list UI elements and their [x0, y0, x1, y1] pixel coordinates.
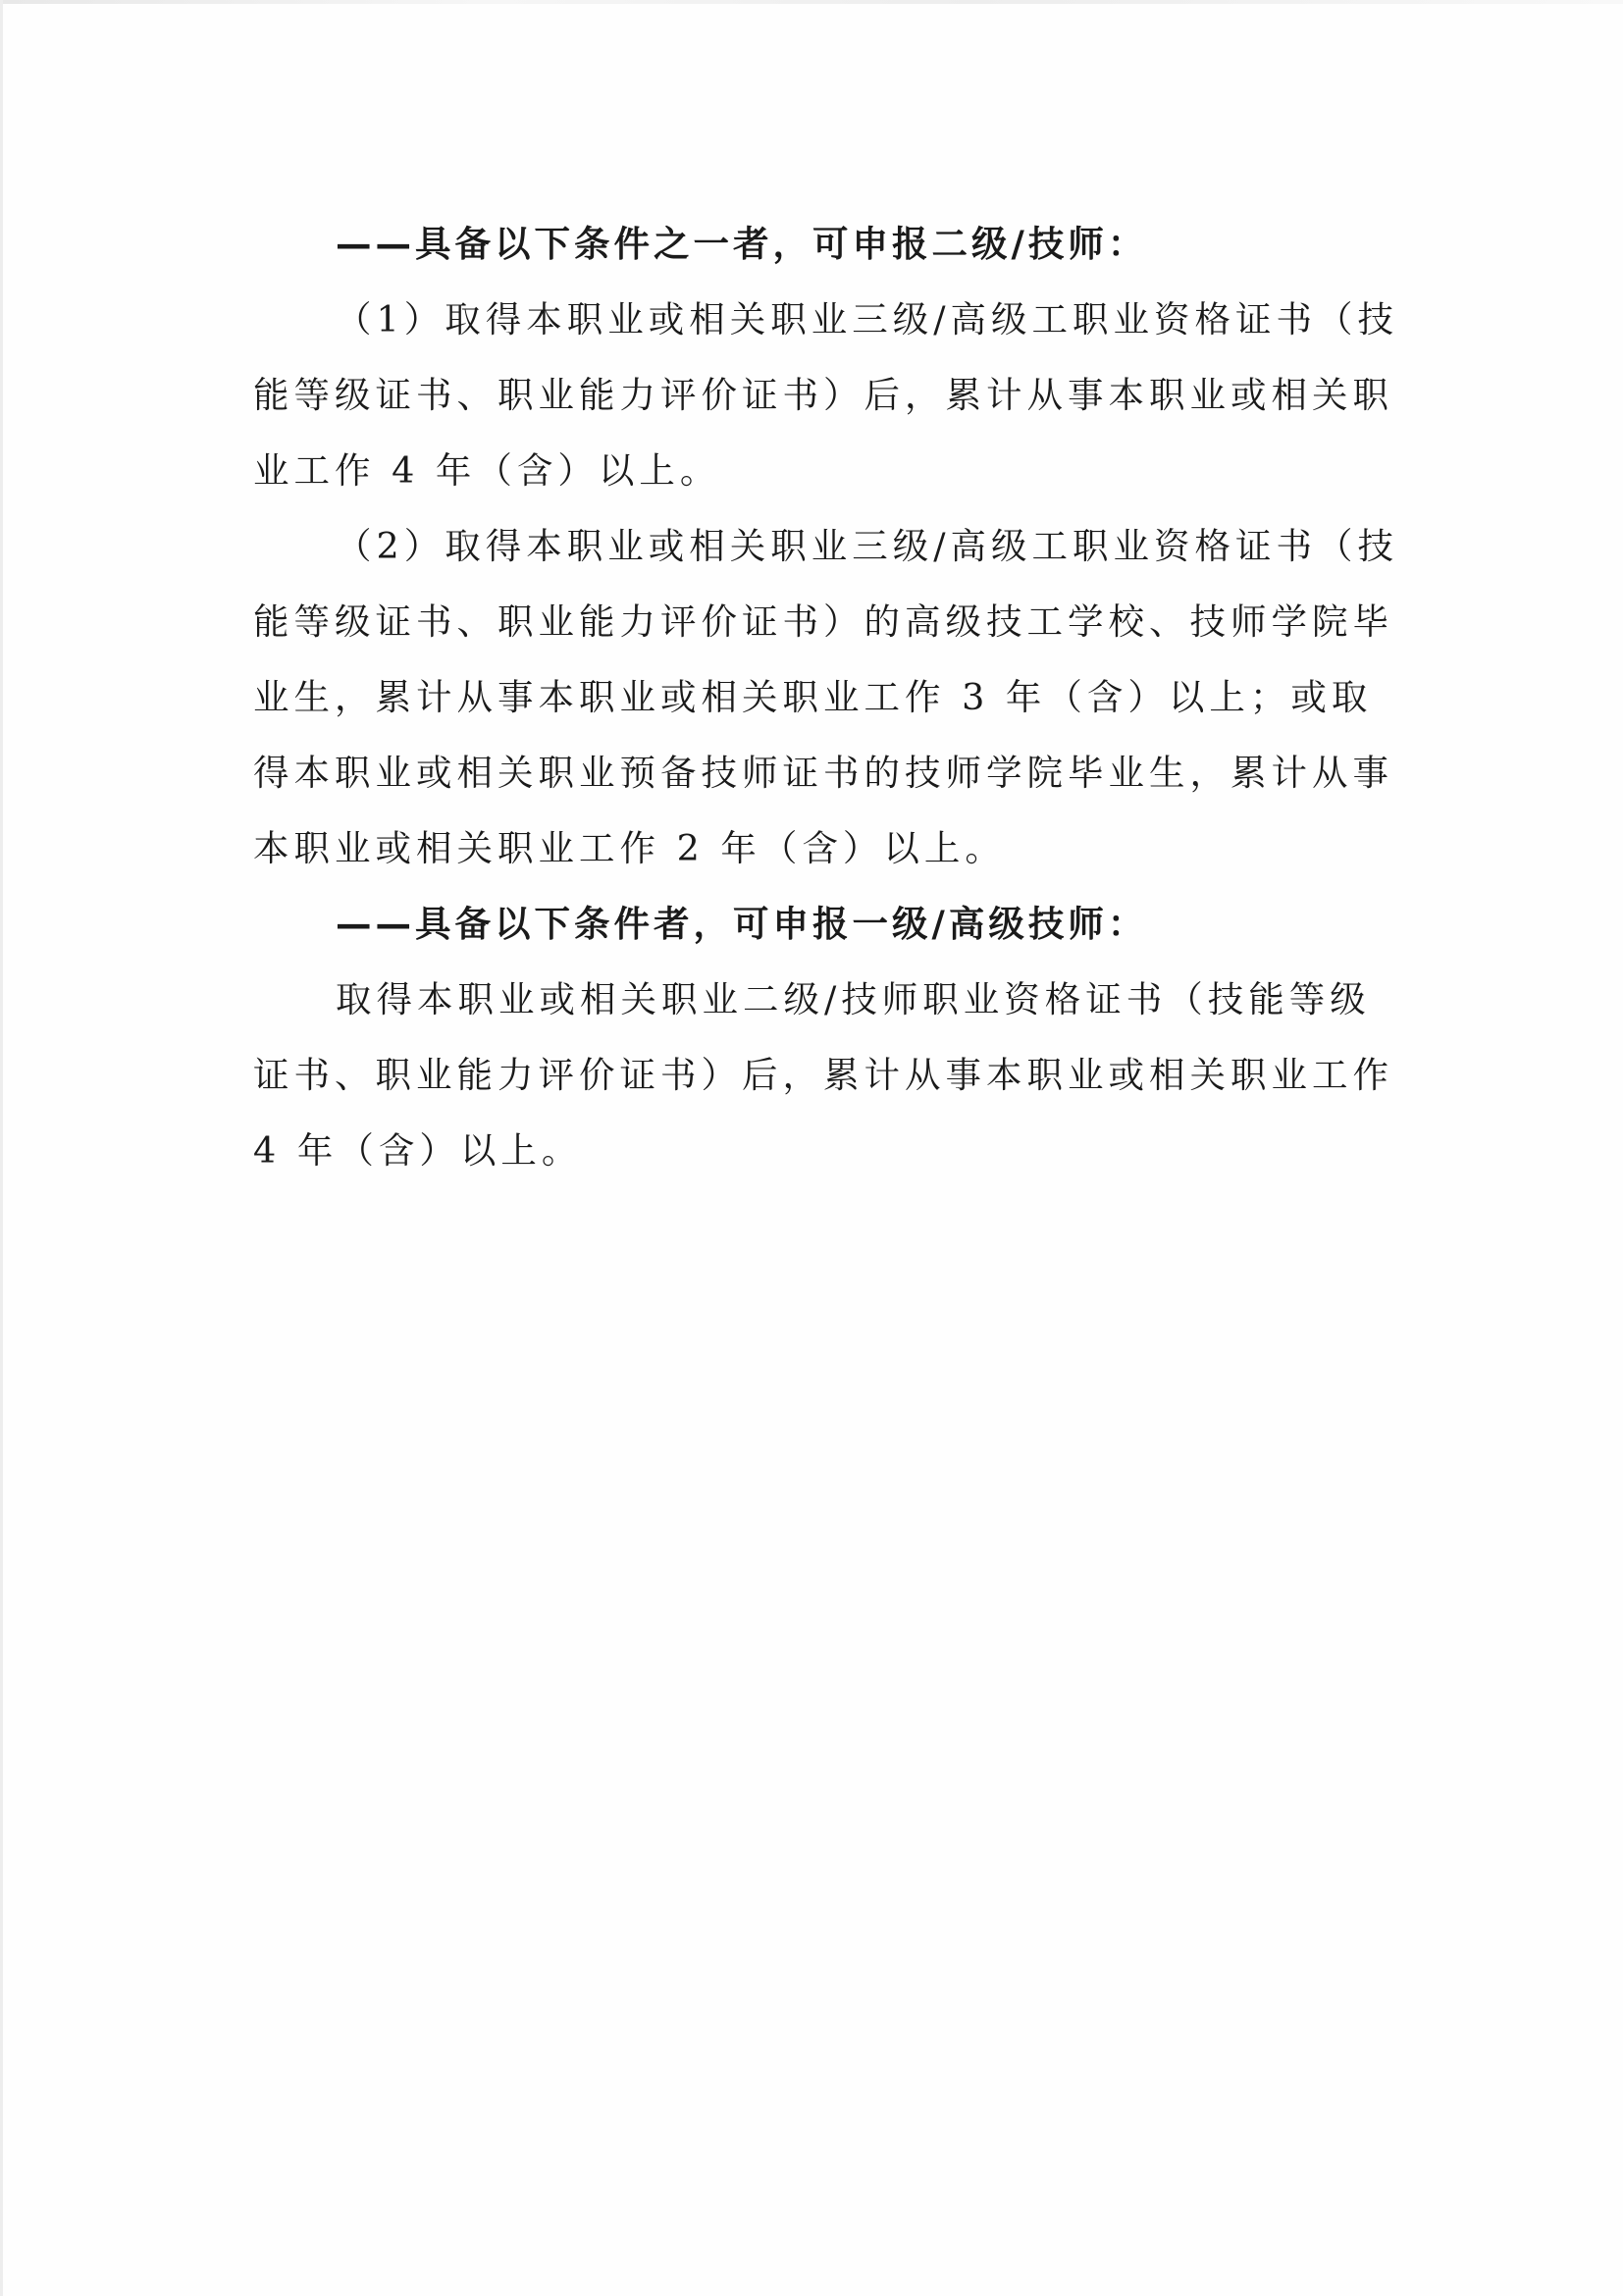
item-3-line-3: 4 年（含）以上。	[253, 1129, 583, 1172]
scan-edge-top	[0, 0, 1623, 4]
item-1-line-2: 能等级证书、职业能力评价证书）后，累计从事本职业或相关职	[253, 374, 1393, 416]
item-2-line-5: 本职业或相关职业工作 2 年（含）以上。	[253, 827, 1006, 869]
item-3-line-1: 取得本职业或相关职业二级/技师职业资格证书（技能等级	[336, 978, 1371, 1020]
heading-level-2-technician: ——具备以下条件之一者，可申报二级/技师：	[336, 223, 1148, 265]
scan-edge-left	[0, 0, 3, 2296]
item-2-line-1: （2）取得本职业或相关职业三级/高级工职业资格证书（技	[336, 525, 1399, 567]
item-2-line-3: 业生，累计从事本职业或相关职业工作 3 年（含）以上；或取	[253, 676, 1373, 718]
item-2-line-2: 能等级证书、职业能力评价证书）的高级技工学校、技师学院毕	[253, 600, 1393, 643]
item-1-line-3: 业工作 4 年（含）以上。	[253, 449, 721, 492]
item-2-line-4: 得本职业或相关职业预备技师证书的技师学院毕业生，累计从事	[253, 752, 1393, 794]
heading-level-1-senior-technician: ——具备以下条件者，可申报一级/高级技师：	[336, 903, 1148, 945]
document-body	[253, 206, 1399, 1188]
item-3-line-2: 证书、职业能力评价证书）后，累计从事本职业或相关职业工作	[253, 1054, 1393, 1096]
item-1-line-1: （1）取得本职业或相关职业三级/高级工职业资格证书（技	[336, 298, 1399, 340]
